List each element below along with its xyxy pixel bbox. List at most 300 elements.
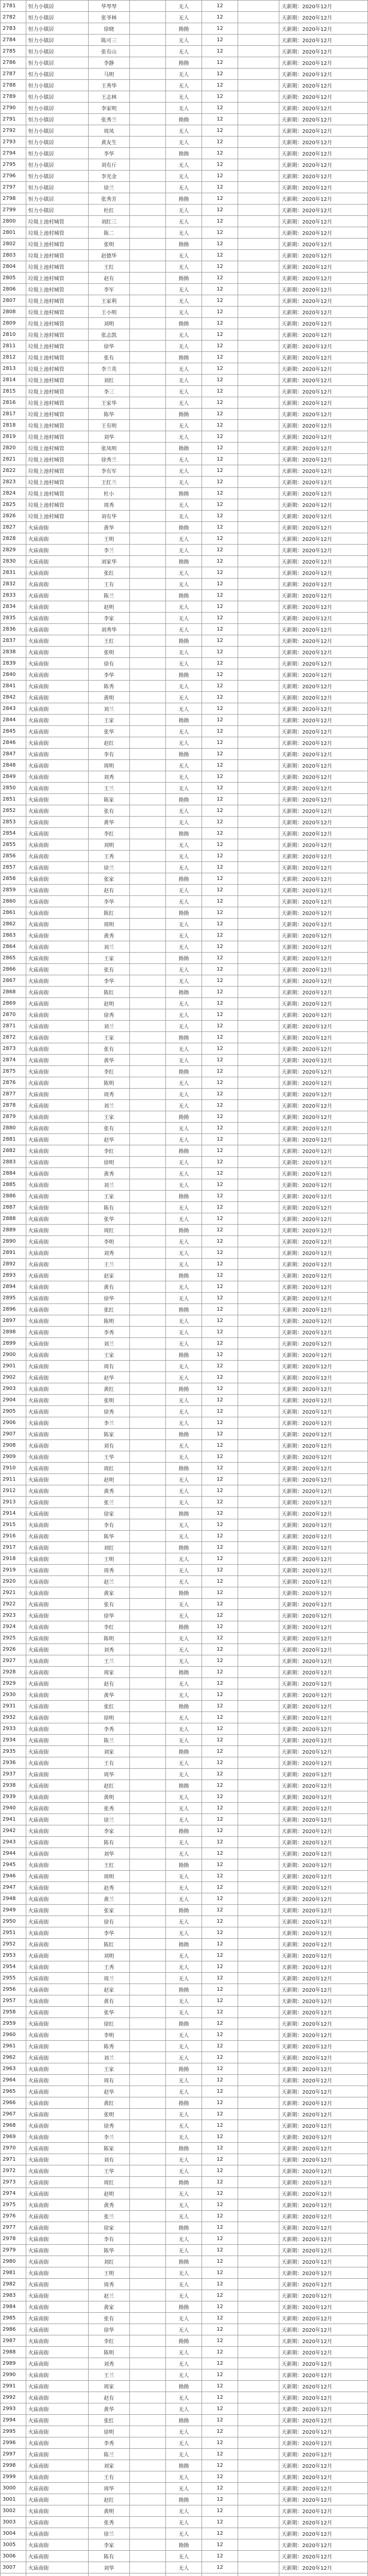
cell-date: 天新期：2020年12月 [279,352,368,363]
cell-name: 张华 [88,726,129,737]
cell-type: 无人 [165,1338,202,1349]
cell-district: 恒力小镇居 [26,171,88,182]
cell-count: 12 [202,1315,238,1327]
table-row [1,2415,368,2426]
cell-district: 火庙南街 [26,1950,88,1961]
cell-flag [129,352,165,363]
cell-district: 垃圾上池村城管 [26,216,88,227]
cell-district: 火庙南街 [26,1587,88,1599]
cell-name: 陈有 [88,1202,129,1213]
cell-district: 火庙南街 [26,1463,88,1474]
cell-status [238,2335,279,2347]
cell-count: 12 [202,2007,238,2018]
cell-no: 2804 [1,261,26,273]
cell-count: 12 [202,2143,238,2154]
cell-date: 天新期：2020年12月 [279,1735,368,1746]
cell-flag [129,1542,165,1553]
cell-no: 2816 [1,397,26,409]
cell-name: 王红 [88,1859,129,1871]
cell-no: 2947 [1,1882,26,1893]
cell-date: 天新期：2020年12月 [279,1995,368,2007]
cell-name: 黄明 [88,2505,129,2517]
cell-type: 无人 [165,171,202,182]
cell-date: 天新期：2020年12月 [279,1803,368,1814]
cell-flag [129,2029,165,2041]
cell-name: 周秀 [88,499,129,511]
cell-type: 无人 [165,1757,202,1769]
cell-status [238,1451,279,1463]
cell-type: 无人 [165,1531,202,1542]
cell-name: 王有明 [88,420,129,431]
cell-type: 拗拗 [165,635,202,647]
cell-no: 2807 [1,295,26,307]
table-row [1,420,368,431]
table-row [1,250,368,261]
cell-flag [129,1157,165,1168]
cell-flag [129,669,165,681]
cell-flag [129,613,165,624]
cell-type: 无人 [165,261,202,273]
cell-count: 12 [202,1973,238,1984]
cell-district: 火庙南街 [26,1791,88,1803]
cell-district: 恒力小镇居 [26,80,88,91]
cell-date: 天新期：2020年12月 [279,1848,368,1859]
cell-no: 2952 [1,1939,26,1950]
cell-district: 火庙南街 [26,1213,88,1225]
cell-name: 徐兰 [88,862,129,873]
cell-district: 火庙南街 [26,2245,88,2256]
cell-type: 拗拗 [165,23,202,35]
cell-district: 火庙南街 [26,2471,88,2483]
table-row [1,2426,368,2437]
cell-district: 火庙南街 [26,681,88,692]
table-row [1,159,368,171]
cell-type: 无人 [165,465,202,477]
cell-no: 2968 [1,2120,26,2131]
cell-district: 垃圾上池村城管 [26,499,88,511]
cell-count: 12 [202,794,238,805]
cell-type: 无人 [165,2120,202,2131]
cell-district: 火庙南街 [26,522,88,533]
cell-flag [129,2131,165,2143]
cell-status [238,1485,279,1497]
table-row [1,148,368,159]
cell-count: 12 [202,2041,238,2052]
cell-name: 张华 [88,2007,129,2018]
cell-count: 12 [202,2505,238,2517]
cell-no: 2814 [1,375,26,386]
cell-type: 无人 [165,1803,202,1814]
cell-flag [129,567,165,579]
cell-name: 赵兰 [88,2290,129,2301]
cell-no: 2917 [1,1542,26,1553]
table-row [1,2029,368,2041]
cell-name: 李家明 [88,103,129,114]
cell-flag [129,601,165,613]
cell-status [238,2449,279,2460]
table-row [1,1837,368,1848]
cell-no: 2787 [1,69,26,80]
cell-no: 3007 [1,2562,26,2573]
cell-district: 火庙南街 [26,1485,88,1497]
cell-status [238,148,279,159]
cell-district: 火庙南街 [26,556,88,567]
cell-flag [129,1859,165,1871]
cell-flag [129,227,165,239]
cell-name: 张有 [88,1043,129,1055]
cell-date: 天新期：2020年12月 [279,2041,368,2052]
cell-type: 无人 [165,1361,202,1372]
cell-date: 天新期：2020年12月 [279,2517,368,2528]
cell-name: 李红 [88,2335,129,2347]
cell-count: 12 [202,375,238,386]
cell-name: 刘秀 [88,1644,129,1655]
cell-no: 2825 [1,499,26,511]
cell-status [238,703,279,715]
cell-status [238,1009,279,1021]
cell-no: 2935 [1,1746,26,1757]
cell-count: 12 [202,1531,238,1542]
cell-no: 2833 [1,590,26,601]
cell-no: 2893 [1,1270,26,1281]
cell-name: 刘兰 [88,1100,129,1111]
cell-count: 12 [202,1179,238,1191]
cell-date: 天新期：2020年12月 [279,1497,368,1508]
cell-flag [129,2267,165,2279]
cell-status [238,873,279,885]
cell-status [238,692,279,703]
cell-flag [129,533,165,545]
cell-flag [129,1587,165,1599]
cell-name [88,2573,129,2576]
cell-status [238,1100,279,1111]
cell-status [238,726,279,737]
cell-status [238,182,279,193]
cell-type: 无人 [165,2290,202,2301]
cell-date: 天新期：2020年12月 [279,2381,368,2392]
cell-name: 刘明 [88,318,129,329]
cell-name: 王家 [88,1191,129,1202]
cell-flag [129,1633,165,1644]
cell-no: 2812 [1,352,26,363]
cell-date: 天新期：2020年12月 [279,341,368,352]
cell-name: 王明 [88,2267,129,2279]
cell-name: 刘华 [88,2562,129,2573]
cell-no: 2842 [1,692,26,703]
cell-type: 拗拗 [165,1349,202,1361]
cell-name: 周凤 [88,125,129,137]
table-row [1,1848,368,1859]
cell-date: 天新期：2020年12月 [279,511,368,522]
cell-date: 天新期：2020年12月 [279,703,368,715]
cell-name: 赵有 [88,1678,129,1689]
cell-name: 赵兰 [88,1576,129,1587]
cell-no: 2864 [1,941,26,953]
cell-status [238,171,279,182]
cell-type: 无人 [165,69,202,80]
cell-no: 2818 [1,420,26,431]
cell-count: 12 [202,692,238,703]
cell-name: 黄家 [88,2301,129,2313]
cell-flag [129,284,165,295]
cell-flag [129,828,165,839]
cell-no: 2911 [1,1474,26,1485]
cell-flag [129,307,165,318]
table-row [1,1111,368,1123]
table-row [1,2063,368,2075]
cell-date: 天新期：2020年12月 [279,273,368,284]
cell-flag [129,2075,165,2086]
cell-type: 拗拗 [165,715,202,726]
cell-count: 12 [202,1859,238,1871]
cell-district: 火庙南街 [26,1905,88,1916]
cell-no: 2931 [1,1701,26,1712]
cell-date: 天新期：2020年12月 [279,2494,368,2505]
cell-district: 火庙南街 [26,964,88,975]
cell-status [238,1757,279,1769]
cell-district: 恒力小镇居 [26,91,88,103]
cell-no: 2844 [1,715,26,726]
cell-flag [129,2369,165,2381]
cell-count: 12 [202,12,238,23]
cell-name: 王家利 [88,295,129,307]
table-row [1,1610,368,1621]
cell-name: 张有 [88,352,129,363]
cell-count: 12 [202,1757,238,1769]
cell-date: 天新期：2020年12月 [279,885,368,896]
cell-district: 火庙南街 [26,2324,88,2335]
cell-flag [129,1825,165,1837]
cell-name: 徐明 [88,2426,129,2437]
cell-type: 无人 [165,2551,202,2562]
cell-date: 天新期：2020年12月 [279,1383,368,1395]
cell-type: 无人 [165,1973,202,1984]
cell-date: 天新期：2020年12月 [279,953,368,964]
cell-status [238,1939,279,1950]
cell-count: 12 [202,1191,238,1202]
cell-type: 无人 [165,91,202,103]
cell-status [238,1633,279,1644]
cell-count: 12 [202,749,238,760]
cell-district: 火庙南街 [26,2449,88,2460]
table-row [1,2097,368,2109]
cell-date: 天新期：2020年12月 [279,579,368,590]
cell-count: 12 [202,1327,238,1338]
cell-date: 天新期：2020年12月 [279,1508,368,1519]
cell-no: 2994 [1,2415,26,2426]
cell-count: 12 [202,431,238,443]
cell-status [238,1655,279,1667]
table-row [1,227,368,239]
cell-name: 张凤明 [88,443,129,454]
cell-date: 天新期：2020年12月 [279,1644,368,1655]
cell-no: 2922 [1,1599,26,1610]
cell-name: 黄华 [88,2403,129,2415]
cell-status [238,2358,279,2369]
cell-status [238,1927,279,1939]
cell-type: 无人 [165,975,202,987]
cell-flag [129,2211,165,2222]
cell-count: 12 [202,1769,238,1780]
cell-flag [129,1032,165,1043]
cell-name: 王家 [88,1111,129,1123]
cell-count: 12 [202,953,238,964]
cell-flag [129,295,165,307]
cell-type: 无人 [165,692,202,703]
cell-date: 天新期：2020年12月 [279,2301,368,2313]
cell-date: 天新期：2020年12月 [279,80,368,91]
cell-flag [129,511,165,522]
cell-status [238,318,279,329]
cell-count: 12 [202,907,238,919]
cell-flag [129,1270,165,1281]
table-row [1,1542,368,1553]
cell-flag [129,749,165,760]
table-row [1,2437,368,2449]
cell-flag [129,851,165,862]
cell-status [238,1179,279,1191]
cell-name: 张家 [88,1905,129,1916]
cell-status [238,635,279,647]
cell-type: 无人 [165,545,202,556]
cell-no: 2873 [1,1043,26,1055]
cell-type: 拗拗 [165,953,202,964]
cell-count: 12 [202,828,238,839]
cell-no: 2971 [1,2154,26,2165]
table-row [1,2256,368,2267]
cell-count: 12 [202,2211,238,2222]
cell-date: 天新期：2020年12月 [279,1009,368,1021]
cell-date: 天新期：2020年12月 [279,1565,368,1576]
cell-status [238,1905,279,1916]
cell-name: 张红 [88,1304,129,1315]
cell-district: 火庙南街 [26,2097,88,2109]
cell-flag [129,1984,165,1995]
cell-district: 火庙南街 [26,1621,88,1633]
cell-type: 无人 [165,1837,202,1848]
cell-date: 天新期：2020年12月 [279,1655,368,1667]
cell-name: 周兰 [88,1973,129,1984]
cell-count: 12 [202,1247,238,1259]
cell-count: 12 [202,352,238,363]
cell-district: 火庙南街 [26,839,88,851]
cell-no: 2831 [1,567,26,579]
cell-count: 12 [202,2301,238,2313]
cell-type: 无人 [165,1134,202,1145]
cell-count: 12 [202,1021,238,1032]
cell-type: 拗拗 [165,193,202,205]
table-row [1,1009,368,1021]
cell-district: 火庙南街 [26,1882,88,1893]
cell-status [238,556,279,567]
table-row [1,998,368,1009]
cell-count: 12 [202,1610,238,1621]
cell-no: 2869 [1,998,26,1009]
cell-date: 天新期：2020年12月 [279,907,368,919]
cell-flag [129,2573,165,2576]
cell-district: 火庙南街 [26,953,88,964]
cell-name: 李华 [88,148,129,159]
cell-flag [129,2449,165,2460]
cell-name: 黄明 [88,1791,129,1803]
cell-flag [129,1599,165,1610]
cell-district: 火庙南街 [26,1519,88,1531]
cell-district: 火庙南街 [26,1043,88,1055]
cell-count: 12 [202,2494,238,2505]
cell-no: 2905 [1,1406,26,1417]
cell-status [238,1995,279,2007]
cell-date: 天新期：2020年12月 [279,454,368,465]
cell-date: 天新期：2020年12月 [279,91,368,103]
cell-district: 火庙南街 [26,1259,88,1270]
cell-type: 拗拗 [165,1825,202,1837]
cell-flag [129,873,165,885]
cell-count: 12 [202,2290,238,2301]
cell-flag [129,1757,165,1769]
cell-name: 王明 [88,1553,129,1565]
cell-type: 无人 [165,1678,202,1689]
cell-count: 12 [202,1281,238,1293]
cell-name: 周秀 [88,1089,129,1100]
cell-district: 火庙南街 [26,828,88,839]
cell-type: 无人 [165,681,202,692]
cell-no: 2835 [1,613,26,624]
cell-no: 2921 [1,1587,26,1599]
cell-flag [129,1349,165,1361]
cell-name: 张爷林 [88,12,129,23]
cell-name: 周家 [88,2381,129,2392]
cell-no: 2791 [1,114,26,125]
cell-name: 黄秀 [88,1485,129,1497]
cell-name: 周华 [88,2483,129,2494]
cell-no: 2894 [1,1281,26,1293]
cell-status [238,2279,279,2290]
cell-count: 12 [202,80,238,91]
cell-no: 2996 [1,2437,26,2449]
cell-name: 王家 [88,1349,129,1361]
cell-district: 火庙南街 [26,1576,88,1587]
cell-flag [129,420,165,431]
cell-district: 火庙南街 [26,1134,88,1145]
table-row [1,2517,368,2528]
cell-status [238,1769,279,1780]
cell-district: 火庙南街 [26,2199,88,2211]
cell-name: 陈兰 [88,1735,129,1746]
cell-flag [129,69,165,80]
cell-status [238,35,279,46]
cell-no: 2902 [1,1372,26,1383]
cell-no: 2901 [1,1361,26,1372]
cell-name: 黄红 [88,1383,129,1395]
cell-no: 2883 [1,1157,26,1168]
cell-district: 垃圾上池村城管 [26,386,88,397]
table-row [1,2120,368,2131]
cell-name: 刘有 [88,2154,129,2165]
cell-count: 12 [202,1451,238,1463]
cell-date: 天新期：2020年12月 [279,1837,368,1848]
cell-type: 无人 [165,647,202,658]
cell-count: 12 [202,703,238,715]
cell-flag [129,1769,165,1780]
cell-no: 2867 [1,975,26,987]
cell-count: 12 [202,1395,238,1406]
table-row [1,1179,368,1191]
cell-count: 12 [202,363,238,375]
cell-no: 2925 [1,1633,26,1644]
cell-no: 2934 [1,1735,26,1746]
cell-date: 天新期：2020年12月 [279,737,368,749]
cell-count: 12 [202,1825,238,1837]
